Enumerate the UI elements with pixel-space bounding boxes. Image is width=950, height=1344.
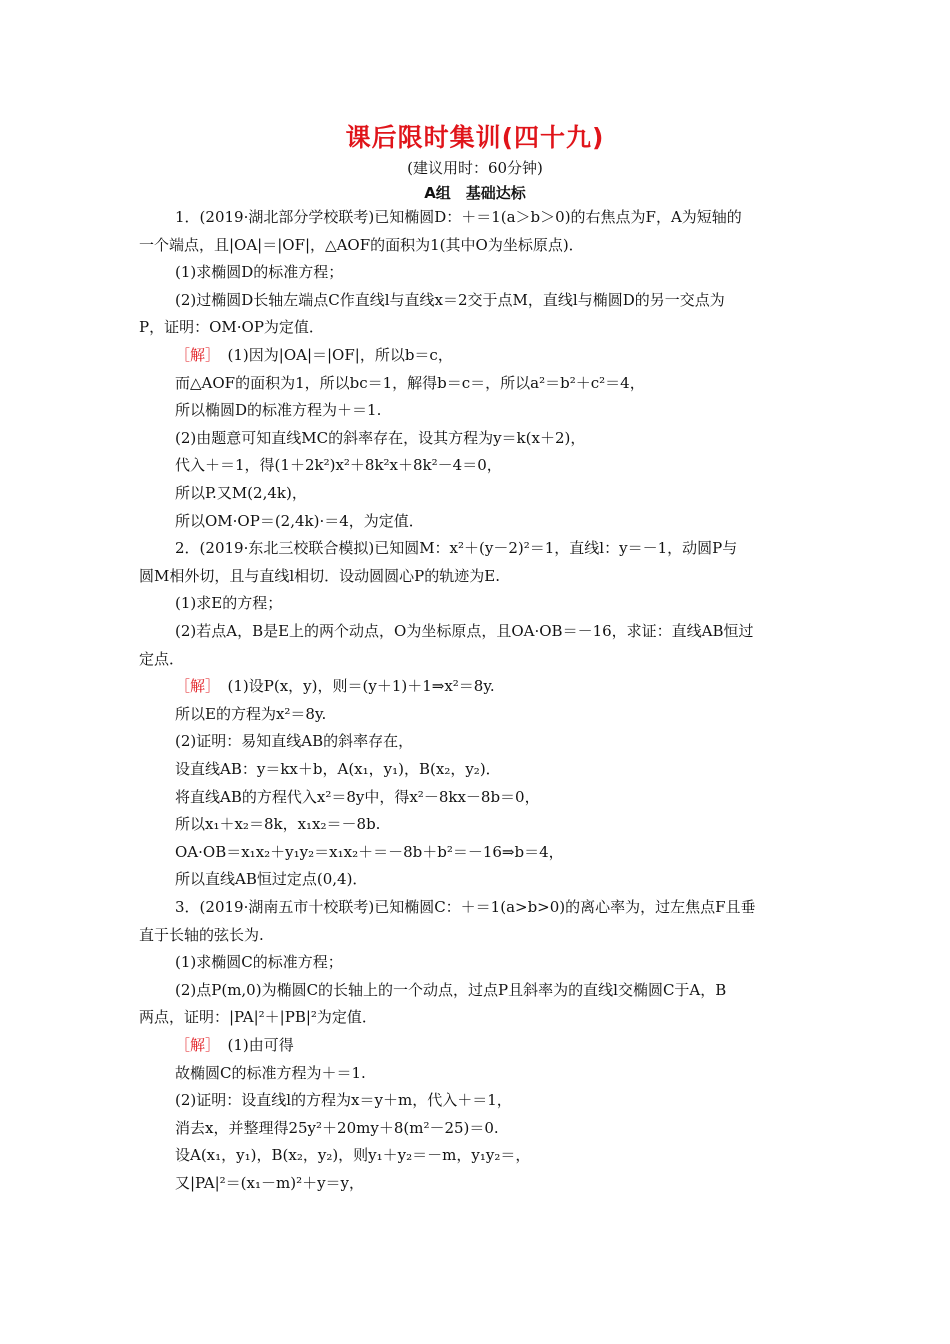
section-heading: A组 基础达标 <box>424 184 526 202</box>
text-line <box>175 980 726 1000</box>
text-line <box>139 566 500 586</box>
text-line <box>175 483 307 503</box>
line-text: 所以直线AB恒过定点(0,4)． <box>175 870 368 888</box>
line-text: 2．(2019·东北三校联合模拟)已知圆M：x²＋(y－2)²＝1，直线l：y＝－1，动圆P与 <box>175 539 738 557</box>
page-subtitle: (建议用时：60分钟) <box>407 159 543 177</box>
text-line <box>175 455 502 475</box>
line-text: 故椭圆C的标准方程为＋＝1. <box>175 1064 366 1082</box>
line-text: (2)由题意可知直线MC的斜率存在，设其方程为y＝k(x＋2)， <box>175 429 586 447</box>
line-text: 所以椭圆D的标准方程为＋＝1. <box>175 401 382 419</box>
text-line <box>139 925 264 945</box>
text-line <box>175 759 501 779</box>
line-text: 定点． <box>139 650 185 668</box>
line-text: 所以OM·OP＝(2,4k)·＝4，为定值． <box>175 512 424 530</box>
text-line <box>175 704 326 724</box>
solution-label: ［解］ <box>175 1036 213 1054</box>
line-text: 代入＋＝1，得(1＋2k²)x²＋8k²x＋8k²－4＝0， <box>175 456 502 474</box>
text-line <box>175 952 343 972</box>
text-line <box>175 373 645 393</box>
line-text: (2)证明：设直线l的方程为x＝y＋m，代入＋＝1， <box>175 1091 512 1109</box>
text-line <box>175 814 380 834</box>
text-line <box>175 731 413 751</box>
text-line <box>175 538 737 558</box>
line-text: 直于长轴的弦长为. <box>139 926 264 944</box>
text-line <box>175 400 381 420</box>
line-text: (1)求E的方程； <box>175 594 283 612</box>
line-text: 消去x，并整理得25y²＋20my＋8(m²－25)＝0. <box>175 1119 499 1137</box>
text-line <box>139 235 584 255</box>
line-text: (2)点P(m,0)为椭圆C的长轴上的一个动点，过点P且斜率为的直线l交椭圆C于A，B <box>175 981 727 999</box>
text-line <box>139 317 324 337</box>
solution-label: ［解］ <box>175 677 213 695</box>
line-text: 圆M相外切，且与直线l相切．设动圆圆心P的轨迹为E. <box>139 567 500 585</box>
line-text: (1)求椭圆C的标准方程； <box>175 953 343 971</box>
text-line <box>175 897 756 917</box>
line-text: 3．(2019·湖南五市十校联考)已知椭圆C：＋＝1(a>b>0)的离心率为，过左焦点F且垂 <box>175 898 756 916</box>
text-line <box>175 676 495 696</box>
line-text: 设A(x₁，y₁)，B(x₂，y₂)，则y₁＋y₂＝－m，y₁y₂＝， <box>175 1146 531 1164</box>
line-text: (2)证明：易知直线AB的斜率存在， <box>175 732 414 750</box>
text-line <box>175 1063 366 1083</box>
text-line <box>175 1090 512 1110</box>
line-text: 所以x₁＋x₂＝8k，x₁x₂＝－8b. <box>175 815 381 833</box>
text-line <box>175 593 282 613</box>
line-text: 1．(2019·湖北部分学校联考)已知椭圆D：＋＝1(a＞b＞0)的右焦点为F，A为短轴的 <box>175 208 742 226</box>
text-line <box>175 345 453 365</box>
text-line <box>175 1035 294 1055</box>
text-line <box>175 1145 530 1165</box>
line-text: 所以E的方程为x²＝8y. <box>175 705 327 723</box>
text-line <box>175 787 540 807</box>
solution-label: ［解］ <box>175 346 213 364</box>
line-text: P，证明：OM·OP为定值． <box>139 318 324 336</box>
text-line <box>175 428 585 448</box>
line-text: 两点，证明：|PA|²＋|PB|²为定值． <box>139 1008 377 1026</box>
line-text: 而△AOF的面积为1，所以bc＝1，解得b＝c＝，所以a²＝b²＋c²＝4， <box>175 374 645 392</box>
text-line <box>175 869 367 889</box>
page-title: 课后限时集训(四十九) <box>345 123 605 152</box>
text-line <box>175 842 564 862</box>
text-line <box>175 262 343 282</box>
line-text: (2)过椭圆D长轴左端点C作直线l与直线x＝2交于点M，直线l与椭圆D的另一交点为 <box>175 291 725 309</box>
line-text: (1)设P(x，y)，则＝(y＋1)＋1⇒x²＝8y. <box>212 677 495 695</box>
line-text: (2)若点A，B是E上的两个动点，O为坐标原点，且OA·OB＝－16，求证：直线AB恒过 <box>175 622 754 640</box>
text-line <box>175 1118 499 1138</box>
line-text: 一个端点，且|OA|＝|OF|，△AOF的面积为1(其中O为坐标原点)． <box>139 236 584 254</box>
line-text: 所以P.又M(2,4k)， <box>175 484 307 502</box>
text-line <box>139 649 184 669</box>
text-line <box>175 290 725 310</box>
line-text: (1)由可得 <box>212 1036 294 1054</box>
text-line <box>139 1007 377 1027</box>
text-line <box>175 511 424 531</box>
line-text: OA·OB＝x₁x₂＋y₁y₂＝x₁x₂＋＝－8b＋b²＝－16⇒b＝4， <box>175 843 564 861</box>
line-text: 设直线AB：y＝kx＋b，A(x₁，y₁)，B(x₂，y₂)． <box>175 760 501 778</box>
line-text: (1)因为|OA|＝|OF|，所以b＝c， <box>212 346 453 364</box>
text-line <box>175 207 742 227</box>
text-line <box>175 621 754 641</box>
line-text: (1)求椭圆D的标准方程； <box>175 263 344 281</box>
line-text: 又|PA|²＝(x₁－m)²＋y＝y， <box>175 1174 365 1192</box>
line-text: 将直线AB的方程代入x²＝8y中，得x²－8kx－8b＝0， <box>175 788 540 806</box>
text-line <box>175 1173 364 1193</box>
